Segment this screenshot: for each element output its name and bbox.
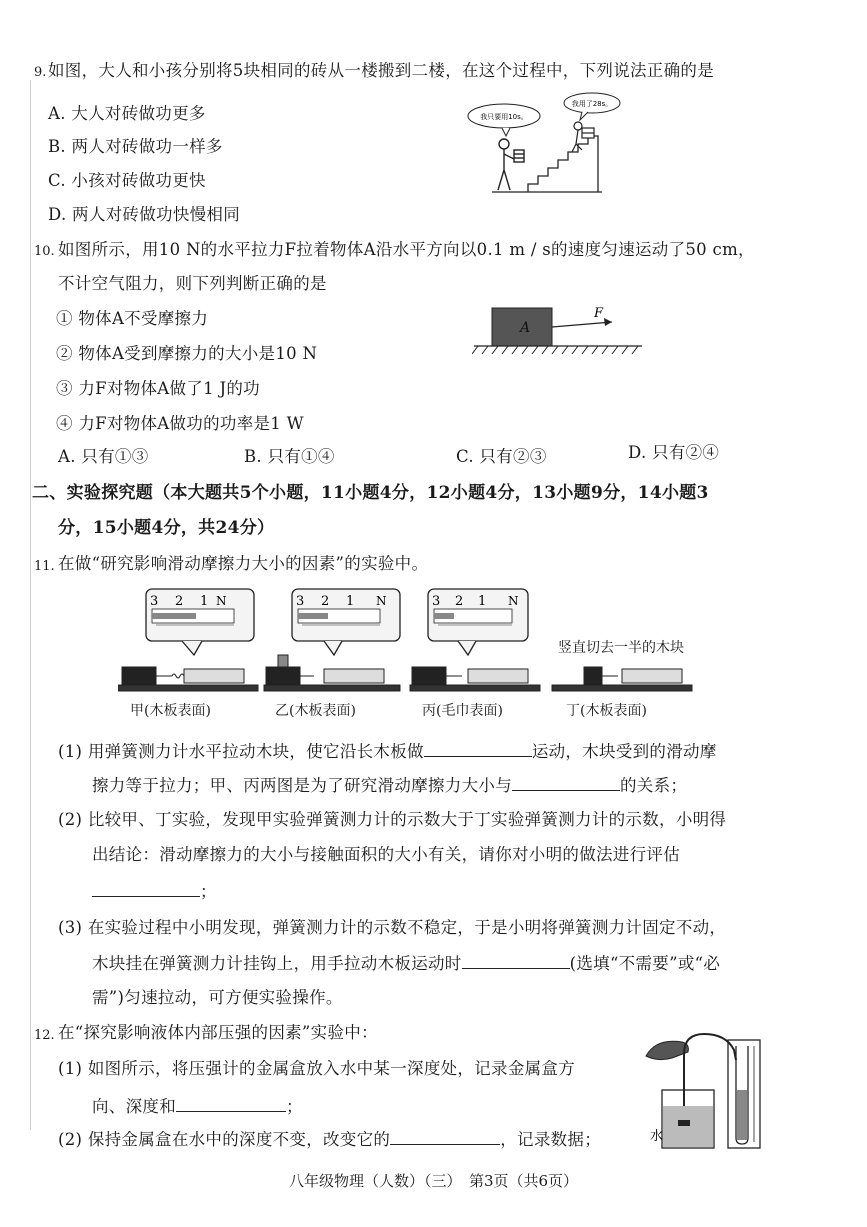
q10-statement-4: ④ 力F对物体A做功的功率是1 W xyxy=(56,414,304,433)
q12-part1-text-b: 向、深度和 xyxy=(92,1097,176,1116)
apparatus-row xyxy=(118,655,692,691)
svg-text:3: 3 xyxy=(432,594,441,609)
svg-text:3: 3 xyxy=(150,594,159,609)
q11-part3-text-b: 木块挂在弹簧测力计挂钩上，用手拉动木板运动时 xyxy=(92,954,462,973)
binding-margin-line xyxy=(30,80,31,1130)
force-label: F xyxy=(594,306,604,321)
child-figure xyxy=(572,122,594,152)
caption-ding: 丁(木板表面) xyxy=(566,703,647,719)
q11-part3-text-c: (选填“不需要”或“必 xyxy=(569,954,721,973)
q11-part3-line1: (3) 在实验过程中小明发现，弹簧测力计的示数不稳定，于是小明将弹簧测力计固定不动， xyxy=(58,918,727,937)
q11-part2-text-c: ； xyxy=(200,882,217,901)
svg-text:1: 1 xyxy=(200,594,209,609)
q10-statement-3: ③ 力F对物体A做了1 J的功 xyxy=(56,379,260,398)
stairs xyxy=(528,136,598,192)
q10-stem-line1: 如图所示，用10 N的水平拉力F拉着物体A沿水平方向以0.1 m / s的速度匀速运动了50 cm， xyxy=(58,240,755,259)
q12-part2-line1 xyxy=(58,1128,601,1151)
q9-option-b: B. 两人对砖做功一样多 xyxy=(48,137,223,156)
svg-text:3: 3 xyxy=(296,594,305,609)
q11-part1-line2 xyxy=(92,774,687,797)
section2-title-line2: 分，15小题4分，共24分） xyxy=(58,518,275,538)
q11-part2-line3 xyxy=(92,880,217,903)
svg-text:2: 2 xyxy=(455,594,464,609)
q11-number: 11. xyxy=(34,559,55,574)
q12-part2-text-b: ，记录数据； xyxy=(500,1130,602,1149)
q12-part2-text-a: (2) 保持金属盒在水中的深度不变，改变它的 xyxy=(58,1130,391,1149)
spring-scale-zoom-2 xyxy=(292,589,400,655)
svg-text:1: 1 xyxy=(478,594,487,609)
q12-number: 12. xyxy=(34,1028,55,1043)
section2-title-line1: 二、实验探究题（本大题共5个小题，11小题4分，12小题4分，13小题9分，14小题3 xyxy=(32,483,709,503)
block-a-label: A xyxy=(520,320,531,336)
q11-part1-text-d: 的关系； xyxy=(620,776,688,795)
spring-scale-zoom-3 xyxy=(428,589,528,655)
adult-speech: 我只要用10s。 xyxy=(480,113,528,121)
q11-part3-line2 xyxy=(92,952,720,975)
q10-statement-1: ① 物体A不受摩擦力 xyxy=(56,309,209,328)
child-speech: 我用了28s。 xyxy=(571,100,613,108)
q10-option-d: D. 只有②④ xyxy=(628,443,720,462)
q9-option-d: D. 两人对砖做功快慢相同 xyxy=(48,205,241,224)
scale-unit-3: N xyxy=(508,594,519,608)
q9-option-c: C. 小孩对砖做功更快 xyxy=(48,171,206,190)
q9-stem: 如图，大人和小孩分别将5块相同的砖从一楼搬到二楼，在这个过程中，下列说法正确的是 xyxy=(48,61,714,80)
svg-text:2: 2 xyxy=(175,594,184,609)
q10-option-b: B. 只有①④ xyxy=(244,447,335,466)
q11-part1-text-c: 擦力等于拉力；甲、丙两图是为了研究滑动摩擦力大小与 xyxy=(92,776,512,795)
q12-stem: 在“探究影响液体内部压强的因素”实验中： xyxy=(58,1023,378,1042)
q11-part1-text-a: (1) 用弹簧测力计水平拉动木块，使它沿长木板做 xyxy=(58,742,424,761)
q11-stem: 在做“研究影响滑动摩擦力大小的因素”的实验中。 xyxy=(58,554,429,573)
water xyxy=(663,1106,713,1147)
q11-part2-line1: (2) 比较甲、丁实验，发现甲实验弹簧测力计的示数大于丁实验弹簧测力计的示数，小明得 xyxy=(58,810,727,829)
q11-blank-relation[interactable] xyxy=(512,774,620,791)
q11-part1-text-b: 运动，木块受到的滑动摩 xyxy=(531,742,717,761)
q10-block-figure xyxy=(472,300,647,360)
q11-blank-evaluation[interactable] xyxy=(92,880,200,897)
spring-scale-zoom-1 xyxy=(146,589,254,655)
q12-blank-reading[interactable] xyxy=(176,1095,286,1112)
caption-jia: 甲(木板表面) xyxy=(130,703,211,719)
q9-number: 9. xyxy=(34,65,47,80)
q11-part2-line2: 出结论：滑动摩擦力的大小与接触面积的大小有关，请你对小明的做法进行评估 xyxy=(92,845,680,864)
q10-option-c: C. 只有②③ xyxy=(456,447,547,466)
q11-part1-line1 xyxy=(58,740,717,763)
q10-statement-2: ② 物体A受到摩擦力的大小是10 N xyxy=(56,344,318,363)
q12-pressure-gauge-figure xyxy=(642,1030,767,1155)
svg-text:1: 1 xyxy=(346,594,355,609)
q11-blank-motion[interactable] xyxy=(424,740,532,757)
scale-unit-1: N xyxy=(216,594,227,608)
caption-yi: 乙(木板表面) xyxy=(275,703,356,719)
q9-stairs-figure xyxy=(462,90,622,200)
water-label: 水 xyxy=(650,1129,664,1144)
q12-part1-text-c: ； xyxy=(286,1097,303,1116)
q10-option-a: A. 只有①③ xyxy=(58,447,149,466)
q10-number: 10. xyxy=(34,244,55,259)
svg-text:2: 2 xyxy=(321,594,330,609)
hand-icon xyxy=(646,1041,688,1059)
q11-part3-line3: 需”)匀速拉动，可方便实验操作。 xyxy=(92,988,343,1007)
q11-blank-uniform[interactable] xyxy=(462,952,570,969)
page-footer: 八年级物理（人数）（三） 第3页（共6页） xyxy=(288,1172,579,1190)
caption-bing: 丙(毛巾表面) xyxy=(422,703,503,719)
q12-part1-line2 xyxy=(92,1095,303,1118)
scale-unit-2: N xyxy=(376,594,387,608)
q12-blank-direction[interactable] xyxy=(390,1128,500,1145)
adult-figure xyxy=(498,139,524,190)
q12-part1-line1: (1) 如图所示，将压强计的金属盒放入水中某一深度处，记录金属盒方 xyxy=(58,1059,576,1078)
q10-stem-line2: 不计空气阻力，则下列判断正确的是 xyxy=(58,274,327,293)
q9-option-a: A. 大人对砖做功更多 xyxy=(48,104,206,123)
cut-block-note: 竖直切去一半的木块 xyxy=(558,640,684,656)
